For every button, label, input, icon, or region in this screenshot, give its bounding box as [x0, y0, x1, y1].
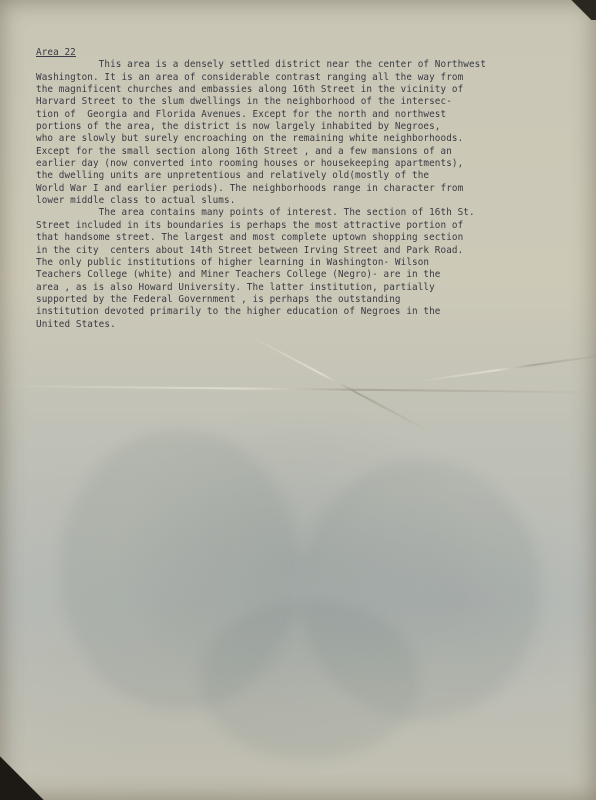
text-line: area , as is also Howard University. The latter institution, partially — [36, 281, 435, 293]
text-line: United States. — [36, 318, 116, 330]
ink-bleed-stain — [200, 600, 420, 760]
text-line: Except for the small section along 16th Street , and a few mansions of an — [36, 145, 452, 157]
text-line: Teachers College (white) and Miner Teachers College (Negro)- are in the — [36, 269, 441, 281]
text-line: that handsome street. The largest and most complete uptown shopping section — [36, 232, 464, 244]
text-line: tion of Georgia and Florida Avenues. Except for the north and northwest — [36, 108, 447, 120]
text-line: the dwelling units are unpretentious and relatively old(mostly of the — [36, 170, 430, 182]
area-heading: Area 22 — [36, 47, 76, 58]
typed-text-block — [36, 47, 566, 331]
text-line: earlier day (now converted into rooming houses or housekeeping apartments), — [36, 158, 464, 170]
torn-corner — [556, 0, 596, 20]
text-line: This area is a densely settled district near the center of Northwest — [36, 59, 487, 71]
paper-crease — [250, 335, 428, 431]
torn-corner — [0, 750, 46, 800]
text-line: Washington. It is an area of considerable contrast ranging all the way from — [36, 71, 464, 83]
paper-crease — [420, 354, 596, 382]
text-line: Street included in its boundaries is perhaps the most attractive portion of — [36, 219, 464, 231]
text-line: in the city centers about 14th Street between Irving Street and Park Road. — [36, 244, 464, 256]
text-line: The only public institutions of higher learning in Washington- Wilson — [36, 256, 430, 268]
text-line: the magnificent churches and embassies along 16th Street in the vicinity of — [36, 84, 464, 96]
text-line: institution devoted primarily to the higher education of Negroes in the — [36, 306, 441, 318]
text-line: lower middle class to actual slums. — [36, 195, 236, 207]
text-line: Harvard Street to the slum dwellings in the neighborhood of the intersec- — [36, 96, 452, 108]
text-line: The area contains many points of interest. The section of 16th St. — [36, 207, 475, 219]
text-line: portions of the area, the district is now largely inhabited by Negroes, — [36, 121, 441, 133]
text-line: who are slowly but surely encroaching on the remaining white neighborhoods. — [36, 133, 464, 145]
paper-crease — [0, 385, 596, 393]
text-line: World War I and earlier periods). The neighborhoods range in character from — [36, 182, 464, 194]
text-line: supported by the Federal Government , is perhaps the outstanding — [36, 293, 401, 305]
